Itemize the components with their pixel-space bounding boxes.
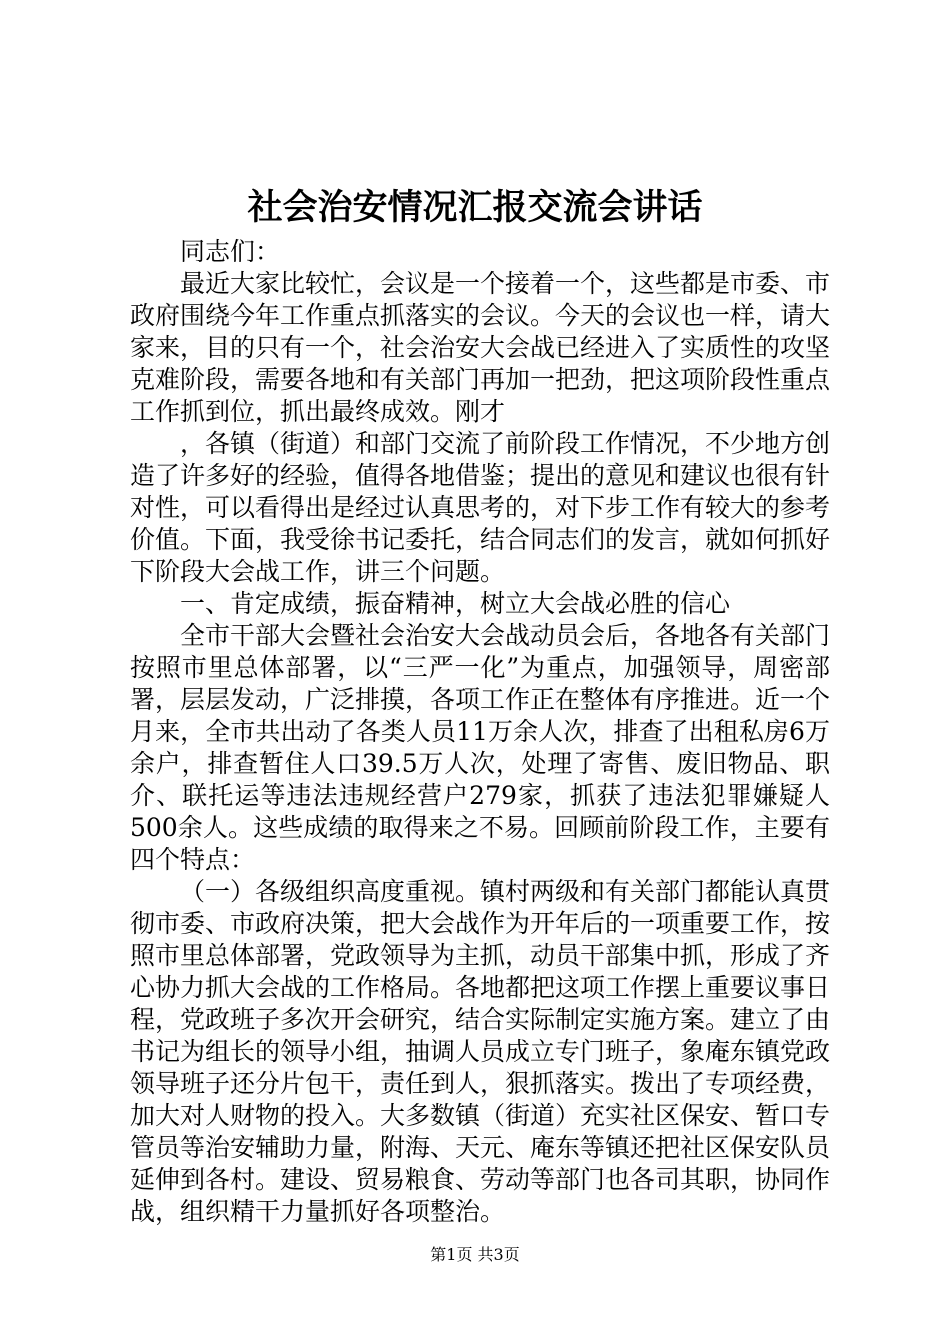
document-title: 社会治安情况汇报交流会讲话 [247,187,703,228]
body-paragraph: 全市干部大会暨社会治安大会战动员会后，各地各有关部门按照市里总体部署，以“三严一化”为重点，加强领导，周密部署，层层发动，广泛排摸，各项工作正在整体有序推进。近一个月来，全市共出动了各类人员11万余人次，排查了出租私房6万余户，排查暂住人口39.5万人次，处理了寄售、废旧物品、职介、联托运等违法违规经营户279家，抓获了违法犯罪嫌疑人500余人。这些成绩的取得来之不易。回顾前阶段工作，主要有四个特点： [130,621,831,874]
document-body [130,236,830,1228]
section-heading: 一、肯定成绩，振奋精神，树立大会战必胜的信心 [180,589,731,618]
body-paragraph: （一）各级组织高度重视。镇村两级和有关部门都能认真贯彻市委、市政府决策，把大会战作为开年后的一项重要工作，按照市里总体部署，党政领导为主抓，动员干部集中抓，形成了齐心协力抓大会战的工作格局。各地都把这项工作摆上重要议事日程，党政班子多次开会研究，结合实际制定实施方案。建立了由书记为组长的领导小组，抽调人员成立专门班子，象庵东镇党政领导班子还分片包干，责任到人，狠抓落实。拨出了专项经费，加大对人财物的投入。大多数镇（街道）充实社区保安、暂口专管员等治安辅助力量，附海、天元、庵东等镇还把社区保安队员延伸到各村。建设、贸易粮食、劳动等部门也各司其职，协同作战，组织精干力量抓好各项整治。 [130,877,831,1226]
body-paragraph: ，各镇（街道）和部门交流了前阶段工作情况，不少地方创造了许多好的经验，值得各地借鉴；提出的意见和建议也很有针对性，可以看得出是经过认真思考的，对下步工作有较大的参考价值。下面，我受徐书记委托，结合同志们的发言，就如何抓好下阶段大会战工作，讲三个问题。 [130,429,831,586]
salutation-paragraph: 同志们： [180,237,281,266]
page-number: 第1页 共3页 [430,1245,520,1264]
body-paragraph: 最近大家比较忙，会议是一个接着一个，这些都是市委、市政府围绕今年工作重点抓落实的会议。今天的会议也一样，请大家来，目的只有一个，社会治安大会战已经进入了实质性的攻坚克难阶段，需要各地和有关部门再加一把劲，把这项阶段性重点工作抓到位，抓出最终成效。刚才 [130,269,831,426]
